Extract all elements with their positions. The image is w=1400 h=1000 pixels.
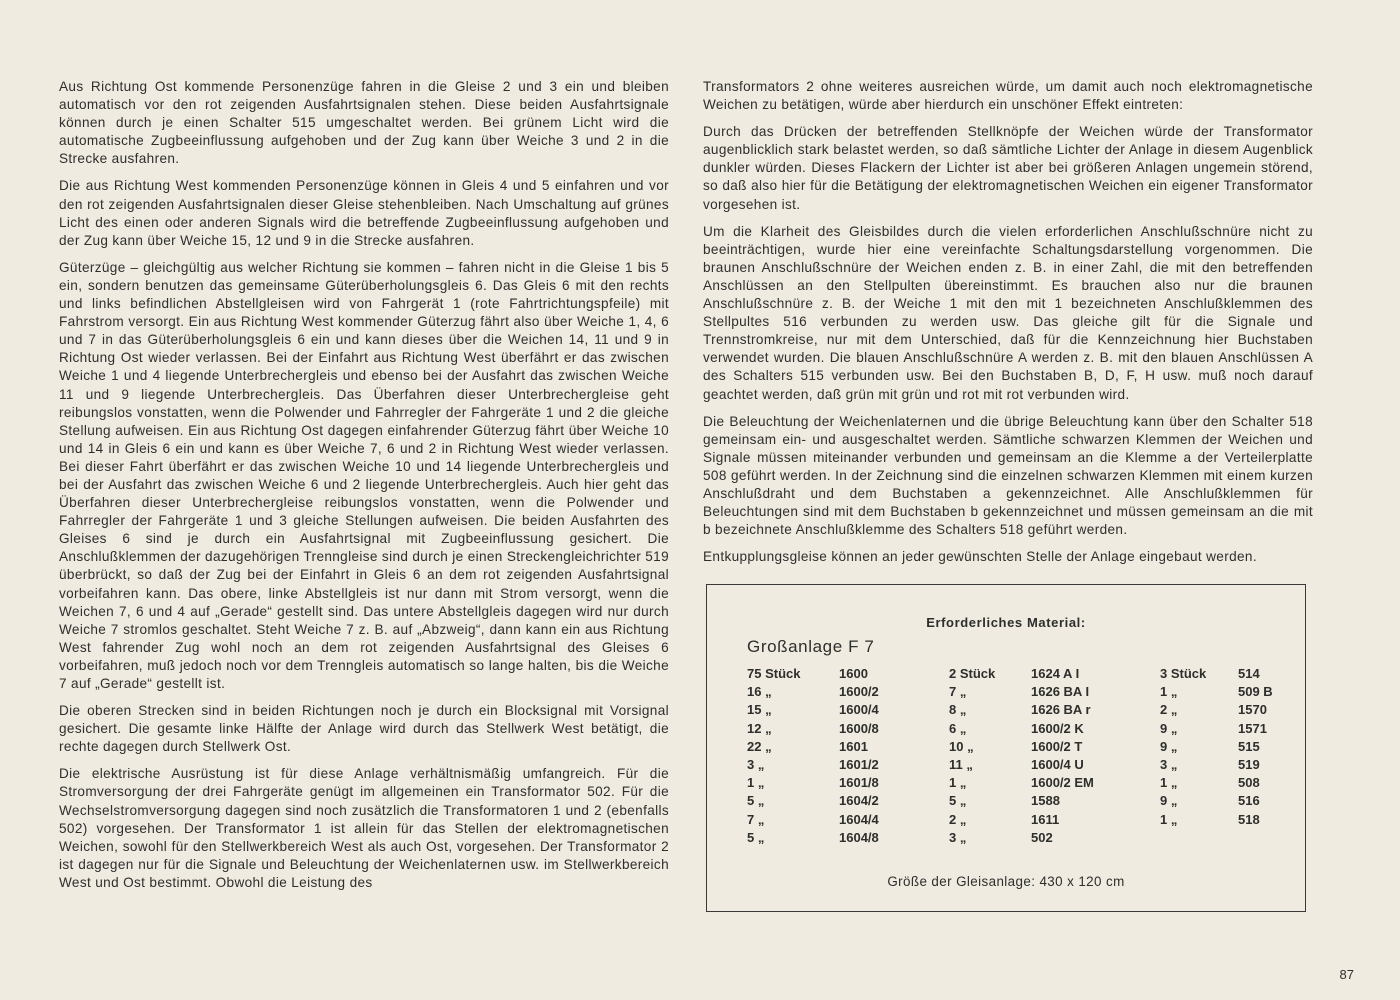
material-row <box>747 829 1287 847</box>
material-quantity: 15 „ <box>747 702 772 718</box>
material-article: 514 <box>1238 666 1260 681</box>
material-article: 1600/2 K <box>1031 720 1084 736</box>
material-quantity: 3 „ <box>949 829 967 845</box>
material-heading: Erforderliches Material: <box>926 615 1086 630</box>
material-article: 1624 A I <box>1031 666 1080 681</box>
left-text-column <box>59 78 669 901</box>
paragraph: Entkupplungsgleise können an jeder gewünschten Stelle der Anlage eingebaut werden. <box>703 549 1257 565</box>
material-quantity: 9 „ <box>1160 720 1178 736</box>
material-row <box>747 683 1287 701</box>
material-quantity: 22 „ <box>747 738 772 754</box>
paragraph: Die elektrische Ausrüstung ist für diese Anlage verhältnismäßig umfangreich. Für die Stromversorgung der drei Fahrgeräte genügt im allgemeinen ein Transformator 502. Für die Wechselstromversorgung dagegen sind noch zusätzlich die Transformatoren 1 und 2 (ebenfalls 502) vorgesehen. Der Transformator 1 ist allein für das Stellen der elektromagnetischen Weichen, sowohl für den Stellwerkbereich West als auch Ost, vorgesehen. Der Transformator 2 ist dagegen nur für die Signale und Beleuchtung der Weichenlaternen usw. im Stellwerkbereich West und Ost bestimmt. Obwohl die Leistung des <box>59 766 669 890</box>
material-article: 502 <box>1031 829 1053 845</box>
material-article: 1588 <box>1031 793 1060 809</box>
material-article: 1600/2 EM <box>1031 775 1094 791</box>
material-quantity: 1 „ <box>1160 684 1178 700</box>
material-article: 1611 <box>1031 811 1060 827</box>
material-quantity: 5 „ <box>949 793 967 809</box>
material-quantity: 12 „ <box>747 720 772 736</box>
material-quantity: 11 „ <box>949 756 973 772</box>
right-text-column <box>703 78 1313 575</box>
material-row <box>747 738 1287 756</box>
material-row <box>747 811 1287 829</box>
paragraph: Die oberen Strecken sind in beiden Richtungen noch je durch ein Blocksignal mit Vorsignal gesichert. Die gesamte linke Hälfte der Anlage wird durch das Stellwerk West betätigt, die rechte dagegen durch Stellwerk Ost. <box>59 703 669 755</box>
material-article: 1600/2 <box>839 684 879 700</box>
material-subtitle: Großanlage F 7 <box>747 637 875 656</box>
material-article: 1600/4 <box>839 702 879 718</box>
material-article: 519 <box>1238 756 1260 772</box>
material-quantity: 7 „ <box>747 811 765 827</box>
material-article: 1600/2 T <box>1031 738 1083 754</box>
material-row <box>747 756 1287 774</box>
material-article: 1604/8 <box>839 829 879 845</box>
paragraph: Transformators 2 ohne weiteres ausreichen würde, um damit auch noch elektromagnetische Weichen zu betätigen, würde aber hierdurch ein unschöner Effekt eintreten: <box>703 79 1313 113</box>
material-article: 515 <box>1238 738 1260 754</box>
layout-size-note: Größe der Gleisanlage: 430 x 120 cm <box>887 874 1125 889</box>
paragraph: Güterzüge – gleichgültig aus welcher Richtung sie kommen – fahren nicht in die Gleise 1 bis 5 ein, sondern benutzen das gemeinsame Güterüberholungsgleis 6. Das Gleis 6 mit den rechts und links befindlichen Abstellgleisen wird von Fahrgerät 1 (rote Fahrtrichtungspfeile) mit Fahrstrom versorgt. Ein aus Richtung West kommender Güterzug fährt also über Weiche 1, 4, 6 und 7 in das Güterüberholungsgleis 6 ein und kann dieses über die Weichen 14, 11 und 9 in Richtung Ost wieder verlassen. Bei der Einfahrt aus Richtung West überfährt er das zwischen Weiche 1 und 4 liegende Unterbrechergleis und ebenso bei der Ausfahrt das zwischen Weiche 11 und 9 liegende Unterbrechergleis. Das Überfahren dieser Unterbrechergleise geht reibungslos vonstatten, wenn die Polwender und Fahrregler der Fahrgeräte 1 und 2 die gleiche Stellung aufweisen. Ein aus Richtung Ost dagegen einfahrender Güterzug fährt über Weiche 10 und 14 in Gleis 6 ein und kann es über Weiche 7, 6 und 2 in Richtung West wieder verlassen. Bei dieser Fahrt überfährt er das zwischen Weiche 10 und 14 liegende Unterbrechergleis und bei der Ausfahrt das zwischen Weiche 6 und 2 liegende Unterbrechergleis. Auch hier geht das Überfahren dieser Unterbrechergleise reibungslos vonstatten, wenn die Polwender und Fahrregler der Fahrgeräte 1 und 3 gleiche Stellungen aufweisen. Die beiden Ausfahrten des Gleises 6 sind je durch ein Ausfahrtsignal mit Zugbeeinflussung gesichert. Die Anschlußklemmen der dazugehörigen Trenngleise sind durch je einen Streckengleichrichter 519 überbrückt, so daß der Zug bei der Einfahrt in Gleis 6 an dem rot zeigenden Ausfahrtsignal vorbeifahren kann. Das obere, linke Abstellgleis ist nur dann mit Strom versorgt, wenn die Weichen 7, 6 und 4 auf „Gerade“ gestellt sind. Das untere Abstellgleis dagegen wird nur durch Weiche 7 stromlos geschaltet. Steht Weiche 7 z. B. auf „Abzweig“, dann kann ein aus Richtung West fahrender Zug wohl noch an dem rot zeigenden Ausfahrtsignal des Gleises 6 vorbeifahren, muß jedoch noch vor dem Trenngleis automatisch so lange halten, bis die Weiche 7 auf „Gerade“ gestellt ist. <box>59 259 669 691</box>
material-article: 1570 <box>1238 702 1267 718</box>
material-list-box <box>706 584 1306 912</box>
material-article: 1601 <box>839 738 868 754</box>
material-row <box>747 701 1287 719</box>
material-quantity: 2 „ <box>949 811 967 827</box>
material-article: 1604/2 <box>839 793 879 809</box>
material-quantity: 1 „ <box>1160 775 1178 791</box>
paragraph: Durch das Drücken der betreffenden Stellknöpfe der Weichen würde der Transformator augenblicklich stark belastet werden, so daß sämtliche Lichter der Anlage in diesem Augenblick dunkler würden. Dieses Flackern der Lichter ist aber bei größeren Anlagen ungemein störend, so daß also hier für die Betätigung der elektromagnetischen Weichen ein eigener Transformator vorgesehen ist. <box>703 124 1313 212</box>
paragraph: Um die Klarheit des Gleisbildes durch die vielen erforderlichen Anschlußschnüre nicht zu beeinträchtigen, wurde hier eine vereinfachte Schaltungsdarstellung vorgenommen. Die braunen Anschlußschnüre der Weichen enden z. B. in einer Zahl, die mit den betreffenden Anschlüssen an den Stellpulten übereinstimmt. Es brauchen also nur die braunen Anschlußschnüre z. B. der Weiche 1 mit den mit 1 bezeichneten Anschlußklemmen des Stellpultes 516 verbunden zu werden usw. Das gleiche gilt für die Signale und Trennstromkreise, nur mit dem Unterschied, daß für die Kennzeichnung hier Buchstaben verwendet wurden. Die blauen Anschlußschnüre A werden z. B. mit den blauen Anschlüssen A des Schalters 515 verbunden usw. Bei den Buchstaben B, D, F, H usw. muß noch darauf geachtet werden, daß grün mit grün und rot mit rot verbunden wird. <box>703 223 1313 402</box>
material-quantity: 2 Stück <box>949 666 996 681</box>
material-article: 508 <box>1238 775 1260 791</box>
material-quantity: 9 „ <box>1160 738 1178 754</box>
material-article: 1626 BA I <box>1031 684 1090 700</box>
material-quantity: 6 „ <box>949 720 967 736</box>
material-article: 1626 BA r <box>1031 702 1091 718</box>
material-row <box>747 792 1287 810</box>
material-quantity: 1 „ <box>949 775 967 791</box>
material-article: 1604/4 <box>839 811 879 827</box>
material-article: 509 B <box>1238 684 1273 700</box>
material-article: 1600 <box>839 666 868 681</box>
material-article: 1600/8 <box>839 720 879 736</box>
paragraph: Die aus Richtung West kommenden Personenzüge können in Gleis 4 und 5 einfahren und vor den rot zeigenden Ausfahrtsignalen dieser Gleise stehenbleiben. Nach Umschaltung auf grünes Licht des einen oder anderen Signals wird die betreffende Zugbeeinflussung aufgehoben und der Zug kann über Weiche 15, 12 und 9 in die Strecke ausfahren. <box>59 178 669 248</box>
material-article: 1601/8 <box>839 775 879 791</box>
material-article: 1571 <box>1238 720 1267 736</box>
material-quantity: 3 „ <box>747 756 765 772</box>
material-quantity: 1 „ <box>1160 811 1178 827</box>
material-quantity: 9 „ <box>1160 793 1178 809</box>
material-quantity: 3 Stück <box>1160 666 1207 681</box>
material-quantity: 8 „ <box>949 702 967 718</box>
material-article: 516 <box>1238 793 1260 809</box>
material-article: 1601/2 <box>839 756 879 772</box>
material-article: 518 <box>1238 811 1260 827</box>
material-row <box>747 665 1287 683</box>
paragraph: Die Beleuchtung der Weichenlaternen und die übrige Beleuchtung kann über den Schalter 518 gemeinsam ein- und ausgeschaltet werden. Sämtliche schwarzen Klemmen der Weichen und Signale müssen miteinander verbunden und gemeinsam an die Klemme a der Verteilerplatte 508 geführt werden. In der Zeichnung sind die einzelnen schwarzen Klemmen mit einem kurzen Anschlußdraht und dem Buchstaben a gekennzeichnet. Alle Anschlußklemmen für Beleuchtungen sind mit dem Buchstaben b gekennzeichnet und müssen gemeinsam an die mit b bezeichnete Anschlußklemme des Schalters 518 geführt werden. <box>703 413 1313 538</box>
material-quantity: 5 „ <box>747 829 765 845</box>
material-quantity: 1 „ <box>747 775 765 791</box>
paragraph: Aus Richtung Ost kommende Personenzüge fahren in die Gleise 2 und 3 ein und bleiben automatisch vor den rot zeigenden Ausfahrtsignalen stehen. Diese beiden Ausfahrtsignale können durch je einen Schalter 515 umgeschaltet werden. Bei grünem Licht wird die automatische Zugbeeinflussung aufgehoben und der Zug kann über Weiche 3 und 2 in die Strecke ausfahren. <box>59 79 669 167</box>
material-table <box>747 665 1287 847</box>
material-article: 1600/4 U <box>1031 756 1084 772</box>
page-number: 87 <box>1339 967 1354 982</box>
material-quantity: 10 „ <box>949 738 974 754</box>
material-quantity: 2 „ <box>1160 702 1178 718</box>
material-quantity: 5 „ <box>747 793 765 809</box>
material-quantity: 7 „ <box>949 684 967 700</box>
material-row <box>747 720 1287 738</box>
material-quantity: 3 „ <box>1160 756 1178 772</box>
material-row <box>747 774 1287 792</box>
material-quantity: 75 Stück <box>747 666 801 681</box>
material-quantity: 16 „ <box>747 684 772 700</box>
